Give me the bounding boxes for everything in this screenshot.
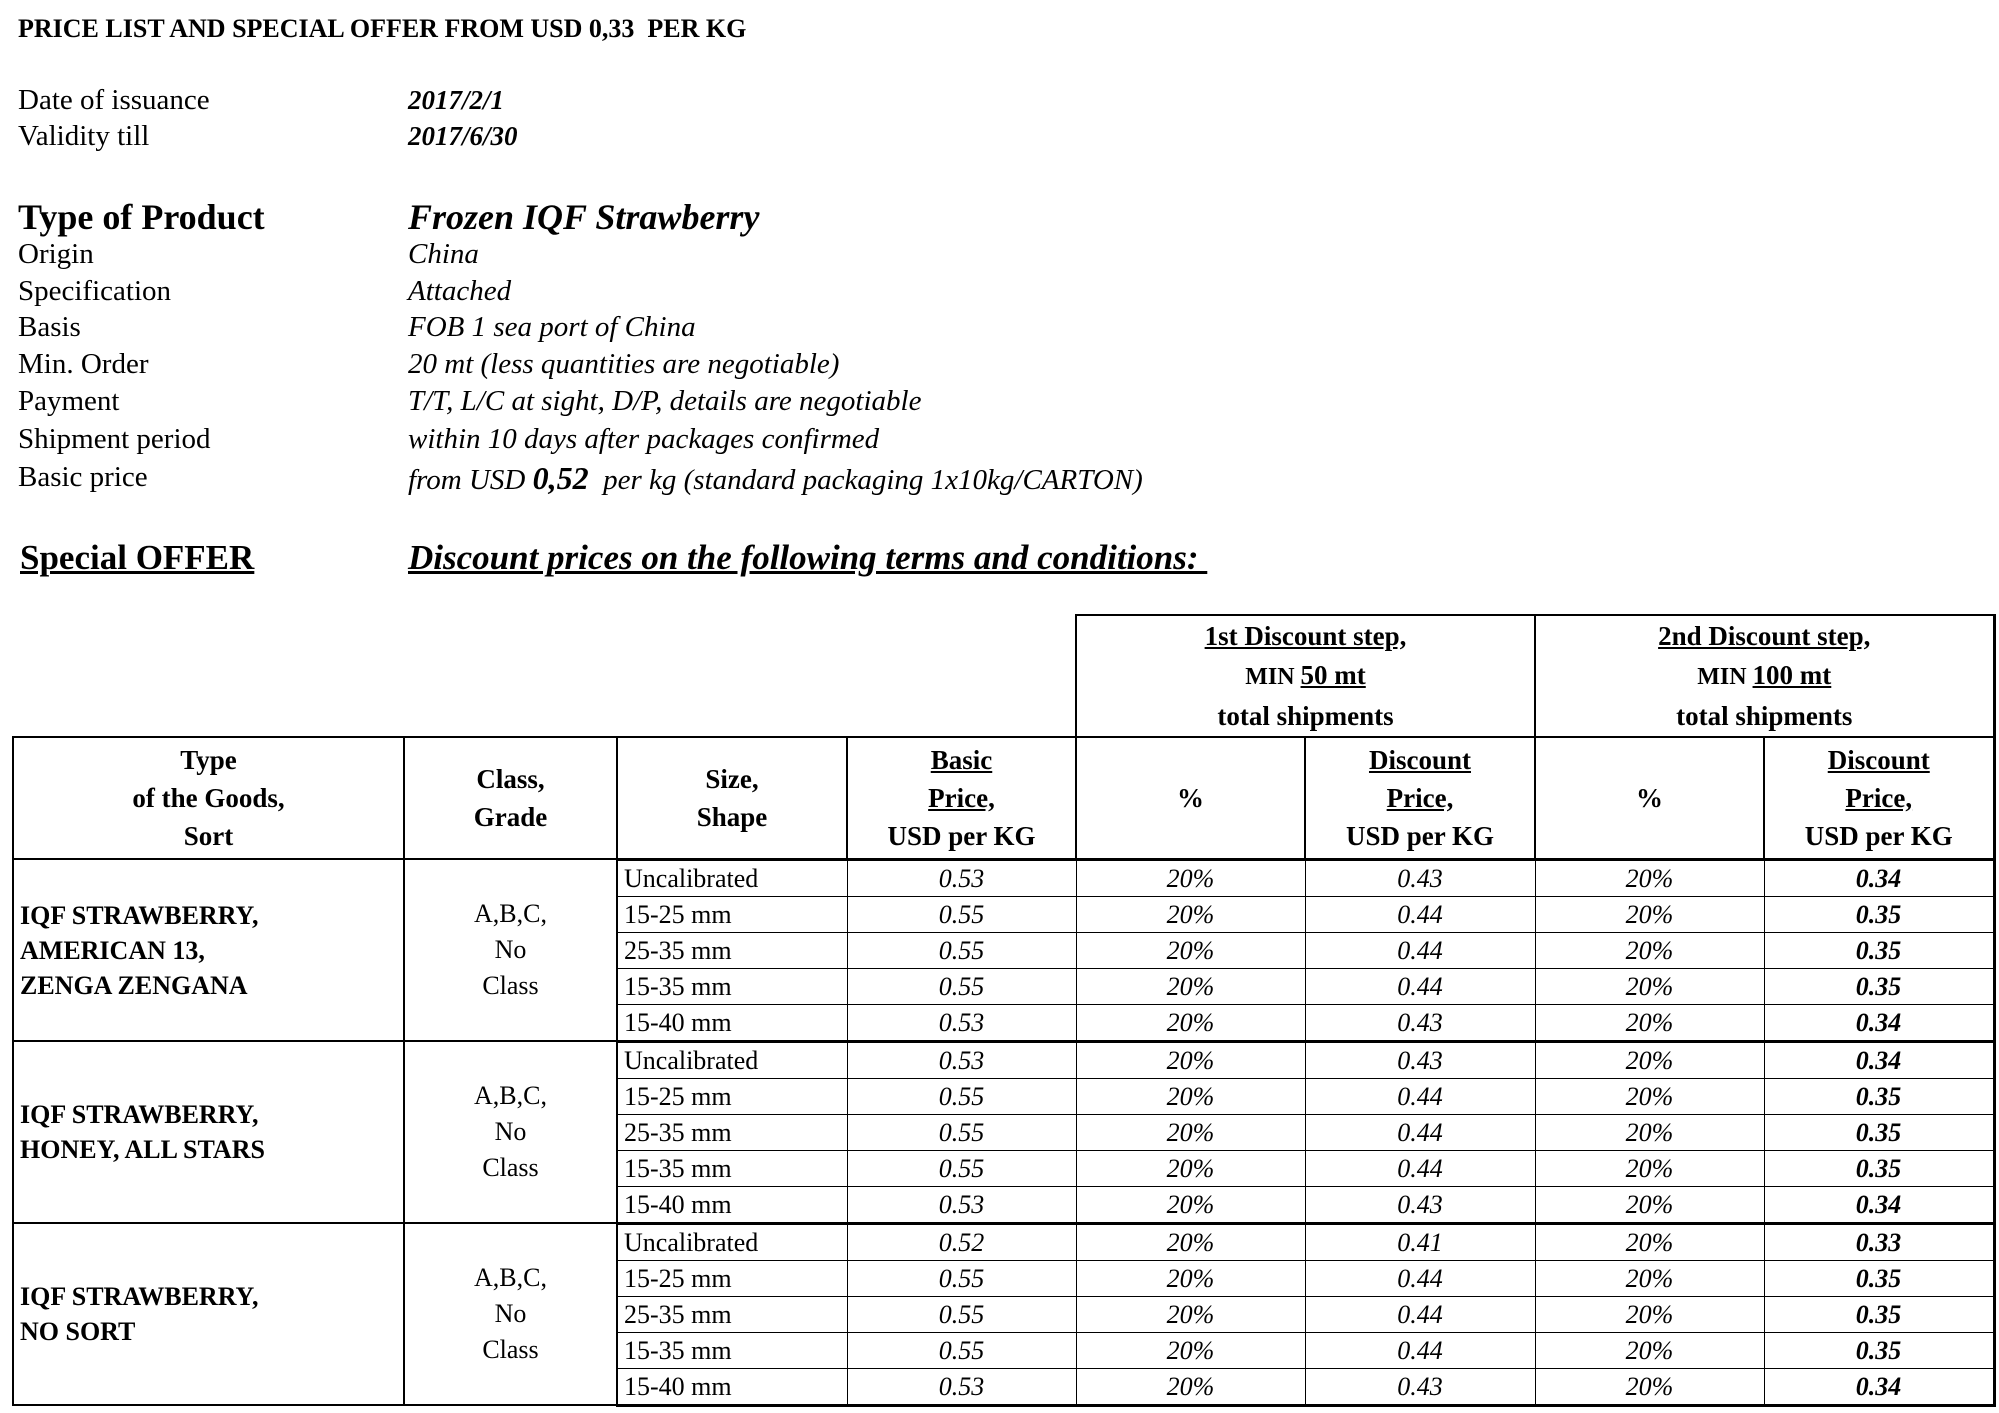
payment-label: Payment: [18, 385, 120, 417]
basis-value: FOB 1 sea port of China: [408, 311, 696, 343]
shipment-period-value: within 10 days after packages confirmed: [408, 423, 880, 455]
min-order-value: 20 mt (less quantities are negotiable): [408, 348, 840, 380]
step-2-percent-cell: 20%: [1535, 859, 1764, 896]
step-1-percent-cell: 20%: [1076, 1078, 1305, 1114]
goods-header-line: Sort: [183, 821, 234, 851]
step-2-discount-price-cell: 0.35: [1764, 1296, 1994, 1332]
size-cell: Uncalibrated: [617, 1223, 847, 1260]
step-1-footer: total shipments: [1217, 700, 1394, 731]
step-1-discount-price-cell: 0.44: [1305, 1260, 1535, 1296]
size-cell: 25-35 mm: [617, 1114, 847, 1150]
step-1-discount-price-cell: 0.44: [1305, 1296, 1535, 1332]
step-2-percent-header: %: [1535, 737, 1764, 859]
class-grade-cell: [404, 1223, 617, 1405]
basic-price-cell: 0.55: [847, 1150, 1076, 1186]
step-1-percent-header: %: [1076, 737, 1305, 859]
step-1-percent-cell: 20%: [1076, 1004, 1305, 1041]
basic-price-cell: 0.53: [847, 1368, 1076, 1405]
step-2-title: 2nd Discount step,: [1658, 620, 1871, 651]
step-1-discount-price-cell: 0.43: [1305, 1004, 1535, 1041]
size-cell: 15-35 mm: [617, 1150, 847, 1186]
discount-step-2-header: [1535, 615, 1994, 737]
basic-price-amount: 0,52: [532, 460, 589, 496]
size-header-line: Size,: [705, 763, 759, 794]
grade-header-line: Class,: [476, 764, 545, 794]
step-2-percent-cell: 20%: [1535, 1332, 1764, 1368]
step-2-percent-cell: 20%: [1535, 1260, 1764, 1296]
step-2-discount-price-cell: 0.33: [1764, 1223, 1994, 1260]
goods-type-line: NO SORT: [20, 1317, 136, 1346]
goods-type-cell: [13, 859, 404, 1041]
class-grade-line: A,B,C,: [474, 899, 547, 928]
goods-header-line: of the Goods,: [132, 783, 285, 813]
issuance-date-label: Date of issuance: [18, 84, 210, 116]
goods-type-line: HONEY, ALL STARS: [20, 1135, 265, 1164]
step-2-discount-price-cell: 0.35: [1764, 1114, 1994, 1150]
goods-type-line: IQF STRAWBERRY,: [20, 1100, 259, 1129]
step-2-percent-cell: 20%: [1535, 1150, 1764, 1186]
discount-header-line: Discount: [1827, 744, 1930, 775]
step-2-discount-price-cell: 0.35: [1764, 1078, 1994, 1114]
step-1-percent-cell: 20%: [1076, 896, 1305, 932]
validity-value: 2017/6/30: [408, 121, 518, 151]
step-1-min-value: 50 mt: [1300, 659, 1366, 690]
step-2-discount-price-cell: 0.35: [1764, 1332, 1994, 1368]
step-2-discount-price-cell: 0.34: [1764, 1368, 1994, 1405]
step-2-percent-cell: 20%: [1535, 1368, 1764, 1405]
step-2-discount-price-cell: 0.35: [1764, 968, 1994, 1004]
step-1-discount-price-cell: 0.44: [1305, 1078, 1535, 1114]
step-1-percent-cell: 20%: [1076, 1260, 1305, 1296]
step-2-min-prefix: MIN: [1697, 663, 1753, 690]
discount-header-line: USD per KG: [1345, 820, 1494, 851]
goods-type-header: [13, 737, 404, 859]
discount-header-line: Discount: [1368, 744, 1471, 775]
validity-label: Validity till: [18, 120, 150, 152]
step-2-percent-cell: 20%: [1535, 1296, 1764, 1332]
basic-header-line: Basic: [930, 744, 993, 775]
step-1-discount-price-cell: 0.41: [1305, 1223, 1535, 1260]
size-cell: 15-35 mm: [617, 1332, 847, 1368]
basic-price-cell: 0.55: [847, 1114, 1076, 1150]
basic-price-cell: 0.55: [847, 1078, 1076, 1114]
basic-price-cell: 0.55: [847, 1332, 1076, 1368]
step-2-discount-price-cell: 0.34: [1764, 1186, 1994, 1223]
step-2-discount-price-header: [1764, 737, 1994, 859]
table-row: [13, 859, 1994, 896]
step-1-min-prefix: MIN: [1245, 663, 1301, 690]
issuance-date-value: 2017/2/1: [408, 85, 505, 115]
min-order-label: Min. Order: [18, 348, 149, 380]
specification-value: Attached: [408, 275, 512, 307]
step-1-percent-cell: 20%: [1076, 1114, 1305, 1150]
goods-type-cell: [13, 1223, 404, 1405]
goods-type-line: IQF STRAWBERRY,: [20, 900, 259, 930]
step-1-percent-cell: 20%: [1076, 1332, 1305, 1368]
basic-price-cell: 0.53: [847, 1041, 1076, 1078]
basic-price-cell: 0.55: [847, 896, 1076, 932]
basic-price-cell: 0.55: [847, 1296, 1076, 1332]
shipment-period-label: Shipment period: [18, 423, 211, 455]
basic-price-cell: 0.55: [847, 968, 1076, 1004]
step-2-percent-cell: 20%: [1535, 1078, 1764, 1114]
basic-price-cell: 0.53: [847, 1004, 1076, 1041]
goods-type-line: IQF STRAWBERRY,: [20, 1282, 259, 1311]
size-header-line: Shape: [696, 801, 768, 832]
step-2-discount-price-cell: 0.35: [1764, 932, 1994, 968]
step-1-discount-price-header: [1305, 737, 1535, 859]
origin-label: Origin: [18, 238, 94, 270]
basic-price-cell: 0.55: [847, 1260, 1076, 1296]
product-type-value: Frozen IQF Strawberry: [408, 197, 760, 237]
size-cell: 15-40 mm: [617, 1004, 847, 1041]
step-2-discount-price-cell: 0.35: [1764, 1260, 1994, 1296]
class-grade-cell: [404, 859, 617, 1041]
basic-price-suffix: per kg (standard packaging 1x10kg/CARTON): [588, 464, 1143, 496]
step-2-discount-price-cell: 0.35: [1764, 1150, 1994, 1186]
step-1-discount-price-cell: 0.44: [1305, 1150, 1535, 1186]
step-1-percent-cell: 20%: [1076, 932, 1305, 968]
size-cell: Uncalibrated: [617, 1041, 847, 1078]
step-2-percent-cell: 20%: [1535, 1114, 1764, 1150]
basic-price-label: Basic price: [18, 461, 148, 493]
basic-price-cell: 0.53: [847, 1186, 1076, 1223]
step-1-title: 1st Discount step,: [1204, 620, 1407, 651]
step-1-discount-price-cell: 0.44: [1305, 968, 1535, 1004]
step-2-percent-cell: 20%: [1535, 1041, 1764, 1078]
size-cell: 15-25 mm: [617, 1078, 847, 1114]
basic-header-line: Price,: [928, 782, 995, 813]
step-1-discount-price-cell: 0.43: [1305, 1186, 1535, 1223]
class-grade-header: [404, 737, 617, 859]
step-2-percent-cell: 20%: [1535, 1186, 1764, 1223]
discount-header-line: Price,: [1386, 782, 1454, 813]
step-2-percent-cell: 20%: [1535, 896, 1764, 932]
specification-label: Specification: [18, 275, 172, 307]
size-cell: 25-35 mm: [617, 932, 847, 968]
basic-price-prefix: from USD: [408, 464, 533, 496]
class-grade-line: Class: [482, 1153, 539, 1182]
table-row: [13, 1041, 1994, 1078]
step-2-discount-price-cell: 0.34: [1764, 1041, 1994, 1078]
step-2-percent-cell: 20%: [1535, 1223, 1764, 1260]
goods-type-cell: [13, 1041, 404, 1223]
step-1-discount-price-cell: 0.44: [1305, 1114, 1535, 1150]
header-spacer: [13, 615, 1076, 737]
goods-type-line: AMERICAN 13,: [20, 935, 205, 965]
step-2-min-value: 100 mt: [1752, 659, 1832, 690]
step-1-discount-price-cell: 0.43: [1305, 1368, 1535, 1405]
step-1-min: [1077, 656, 1534, 697]
product-type-label: Type of Product: [18, 197, 265, 237]
class-grade-line: A,B,C,: [474, 1263, 547, 1292]
price-table: [12, 614, 1996, 1407]
step-1-discount-price-cell: 0.43: [1305, 1041, 1535, 1078]
step-1-percent-cell: 20%: [1076, 859, 1305, 896]
payment-value: T/T, L/C at sight, D/P, details are negotiable: [408, 385, 922, 417]
class-grade-line: No: [494, 935, 527, 964]
step-1-percent-cell: 20%: [1076, 1296, 1305, 1332]
step-1-percent-cell: 20%: [1076, 1186, 1305, 1223]
step-1-percent-cell: 20%: [1076, 1150, 1305, 1186]
size-cell: 15-25 mm: [617, 896, 847, 932]
size-cell: 15-25 mm: [617, 1260, 847, 1296]
special-offer-terms: Discount prices on the following terms and conditions:: [408, 538, 1208, 577]
step-1-percent-cell: 20%: [1076, 1223, 1305, 1260]
table-row: [13, 1223, 1994, 1260]
origin-value: China: [408, 238, 479, 270]
step-1-discount-price-cell: 0.44: [1305, 1332, 1535, 1368]
step-2-discount-price-cell: 0.34: [1764, 1004, 1994, 1041]
basic-price-value: [408, 460, 1143, 497]
discount-step-1-header: [1076, 615, 1535, 737]
step-1-discount-price-cell: 0.43: [1305, 859, 1535, 896]
step-1-percent-cell: 20%: [1076, 1368, 1305, 1405]
basic-price-cell: 0.55: [847, 932, 1076, 968]
goods-header-line: Type: [180, 745, 237, 775]
size-cell: Uncalibrated: [617, 859, 847, 896]
class-grade-line: Class: [482, 1335, 539, 1364]
step-2-min: [1536, 656, 1993, 697]
class-grade-cell: [404, 1041, 617, 1223]
step-1-percent-cell: 20%: [1076, 968, 1305, 1004]
step-1-percent-cell: 20%: [1076, 1041, 1305, 1078]
basic-header-line: USD per KG: [887, 820, 1036, 851]
step-1-discount-price-cell: 0.44: [1305, 932, 1535, 968]
step-2-percent-cell: 20%: [1535, 932, 1764, 968]
goods-type-line: ZENGA ZENGANA: [20, 970, 248, 1000]
step-2-discount-price-cell: 0.35: [1764, 896, 1994, 932]
discount-header-line: USD per KG: [1804, 820, 1953, 851]
step-1-discount-price-cell: 0.44: [1305, 896, 1535, 932]
class-grade-line: No: [494, 1299, 527, 1328]
class-grade-line: No: [494, 1117, 527, 1146]
size-cell: 25-35 mm: [617, 1296, 847, 1332]
step-2-percent-cell: 20%: [1535, 968, 1764, 1004]
special-offer-label: Special OFFER: [20, 538, 255, 577]
step-2-discount-price-cell: 0.34: [1764, 859, 1994, 896]
size-cell: 15-35 mm: [617, 968, 847, 1004]
step-2-percent-cell: 20%: [1535, 1004, 1764, 1041]
basic-price-cell: 0.53: [847, 859, 1076, 896]
size-shape-header: [617, 737, 847, 859]
basic-price-cell: 0.52: [847, 1223, 1076, 1260]
class-grade-line: A,B,C,: [474, 1081, 547, 1110]
class-grade-line: Class: [482, 971, 539, 1000]
page-title: PRICE LIST AND SPECIAL OFFER FROM USD 0,33 PER KG: [18, 14, 747, 43]
size-cell: 15-40 mm: [617, 1186, 847, 1223]
grade-header-line: Grade: [473, 802, 548, 832]
basis-label: Basis: [18, 311, 81, 343]
step-2-footer: total shipments: [1676, 700, 1853, 731]
size-cell: 15-40 mm: [617, 1368, 847, 1405]
discount-header-line: Price,: [1845, 782, 1913, 813]
basic-price-header: [847, 737, 1076, 859]
